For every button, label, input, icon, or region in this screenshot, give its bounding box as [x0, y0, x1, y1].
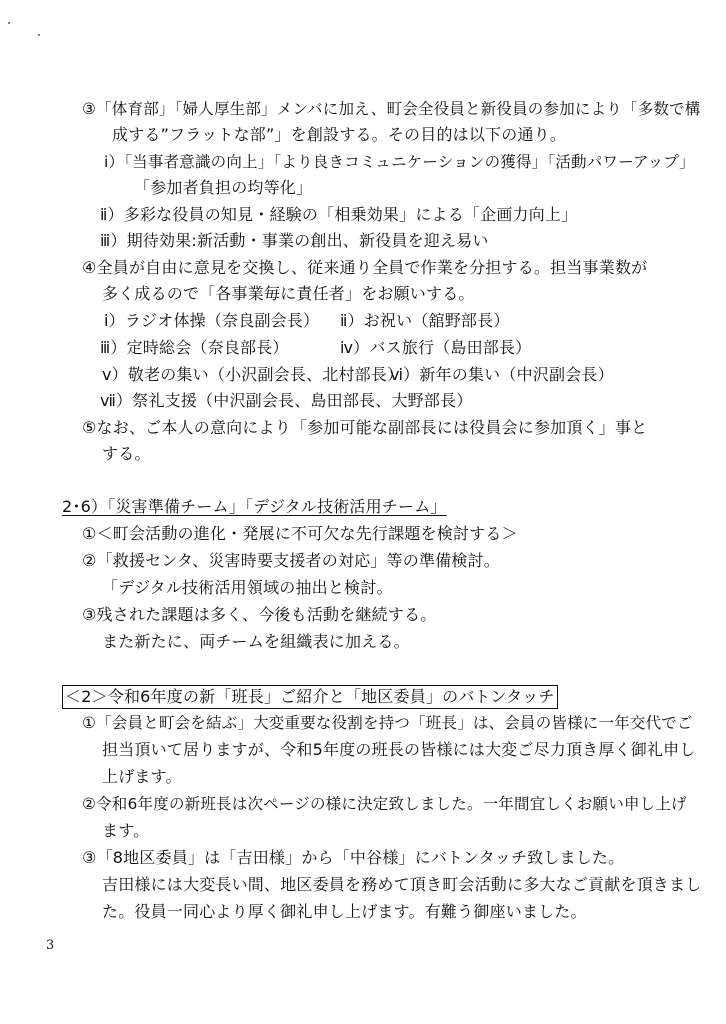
section2-heading: 2･6）「災害準備チーム」「デジタル技術活用チーム」 [62, 497, 447, 516]
item5-line2: する。 [102, 444, 151, 463]
role-item: ⅱ）お祝い（舘野部長） [340, 311, 510, 330]
role-item: ⅲ）定時総会（奈良部長） [100, 338, 289, 357]
item4-line1: ④全員が自由に意見を交換し、従来通り全員で作業を分担する。担当事業数が [82, 258, 648, 277]
section2-item3-line1: ③残された課題は多く、今後も活動を継続する。 [82, 605, 437, 624]
sub-i-line1: ⅰ）「当事者意識の向上」「より良きコミュニケーションの獲得」「活動パワーアップ」 [104, 153, 695, 171]
section3-item3-line1: ③「8地区委員」は「吉田様」から「中谷様」にバトンタッチ致しました。 [82, 848, 625, 867]
section3-item1-line1: ①「会員と町会を結ぶ」大変重要な役割を持つ「班長」は、会員の皆様に一年交代でご [82, 714, 693, 732]
section3-item1-line2: 担当頂いて居りますが、令和5年度の班長の皆様には大変ご尽力頂き厚く御礼申し [102, 740, 696, 759]
role-item: ⅳ）バス旅行（島田部長） [340, 338, 532, 357]
section3-item2-line1: ②令和6年度の新班長は次ページの様に決定致しました。一年間宜しくお願い申し上げ [82, 795, 687, 813]
item4-line2: 多く成るので「各事業毎に責任者」をお願いする。 [102, 284, 475, 303]
section2-item1: ①＜町会活動の進化・発展に不可欠な先行課題を検討する＞ [82, 524, 518, 543]
role-item: ⅴ）敬老の集い（小沢副会長、北村部長） [102, 365, 404, 384]
role-item: ⅶ）祭礼支援（中沢副会長、島田部長、大野部長） [100, 391, 473, 410]
section3-item2-line2: ます。 [102, 821, 150, 840]
role-item: ⅰ）ラジオ体操（奈良副会長） [104, 311, 320, 330]
section2-item3-line2: また新たに、両チームを組織表に加える。 [102, 632, 410, 651]
section3-item3-line2: 吉田様には大変長い間、地区委員を務めて頂き町会活動に多大なご貢献を頂きまし [102, 875, 702, 894]
scan-speck [8, 22, 10, 24]
section3-heading: ＜2＞令和6年度の新「班長」ご紹介と「地区委員」のバトンタッチ [62, 685, 558, 709]
page-number: 3 [46, 938, 55, 953]
sub-i-line2: 「参加者負担の均等化」 [134, 178, 313, 197]
item3-line2: 成する”フラットな部”」を創設する。その目的は以下の通り。 [112, 125, 567, 144]
item3-line1: ③「体育部」「婦人厚生部」メンバに加え、町会全役員と新役員の参加により「多数で構 [82, 100, 701, 118]
section2-item2-line2: 「デジタル技術活用領域の抽出と検討。 [102, 578, 393, 597]
section3-item1-line3: 上げます。 [102, 767, 182, 786]
scan-speck [38, 34, 40, 36]
sub-iii: ⅲ）期待効果:新活動・事業の創出、新役員を迎え易い [100, 231, 489, 250]
section3-item3-line3: た。役員一同心より厚く御礼申し上げます。有難う御座いました。 [102, 902, 587, 921]
section2-item2-line1: ②「救援センタ、災害時要支援者の対応」等の準備検討。 [82, 551, 500, 570]
sub-ii: ⅱ）多彩な役員の知見・経験の「相乗効果」による「企画力向上」 [100, 205, 578, 224]
role-item: ⅵ）新年の集い（中沢副会長） [390, 365, 614, 384]
item5-line1: ⑤なお、ご本人の意向により「参加可能な副部長には役員会に参加頂く」事と [82, 418, 648, 437]
